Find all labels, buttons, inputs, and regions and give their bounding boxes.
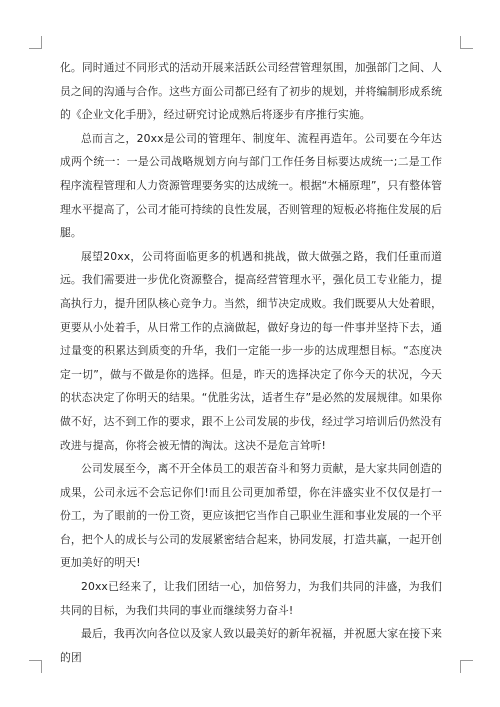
paragraph-4: 公司发展至今，离不开全体员工的艰苦奋斗和努力贡献，是大家共同创造的成果，公司永远不会忘记你们!而且公司更加希望，你在沣盛实业不仅仅是打一份工，为了眼前的一份工资，更应该把它当作自己职业生涯和事业发展的一个平台，把个人的成长与公司的发展紧密结合起来，协同发展，打造共赢，一起开创更加美好的明天! [60,462,442,570]
corner-mark-top-left [29,36,42,49]
paragraph-5: 20xx已经来了，让我们团结一心，加倍努力，为我们共同的沣盛，为我们共同的目标，为我们共同的事业而继续努力奋斗! [60,580,442,617]
paragraph-3: 展望20xx，公司将面临更多的机遇和挑战，做大做强之路，我们任重而道远。我们需要进一步优化资源整合，提高经营管理水平，强化员工专业能力，提高执行力，提升团队核心竞争力。当然，细节决定成败。我们既要从大处着眼，更要从小处着手，从日常工作的点滴做起，做好身边的每一件事并坚持下去，通过量变的积累达到质变的升华，我们一定能一步一步的达成理想目标。“态度决定一切”，做与不做是你的选择。但是，昨天的选择决定了你今天的状况，今天的状态决定了你明天的结果。“优胜劣汰，适者生存”是必然的发展规律。如果你做不好，达不到工作的要求，跟不上公司发展的步伐，经过学习培训后仍然没有改进与提高，你将会被无情的淘汰。这决不是危言耸听! [60,249,442,452]
document-body [60,56,442,669]
corner-mark-top-right [460,36,473,49]
paragraph-1: 化。同时通过不同形式的活动开展来活跃公司经营管理氛围，加强部门之间、人员之间的沟通与合作。这些方面公司都已经有了初步的规划，并将编制形成系统的《企业文化手册》，经过研究讨论成熟后将逐步有序推行实施。 [60,61,442,122]
paragraph-6: 最后，我再次向各位以及家人致以最美好的新年祝福，并祝愿大家在接下来的团 [60,627,442,664]
corner-mark-bottom-right [460,660,473,673]
paragraph-2: 总而言之，20xx是公司的管理年、制度年、流程再造年。公司要在今年达成两个统一：一是公司战略规划方向与部门工作任务目标要达成统一;二是工作程序流程管理和人力资源管理要务实的达成统一。根据“木桶原理”，只有整体管理水平提高了，公司才能可持续的良性发展，否则管理的短板必将拖住发展的后腿。 [60,131,442,240]
corner-mark-bottom-left [29,660,42,673]
